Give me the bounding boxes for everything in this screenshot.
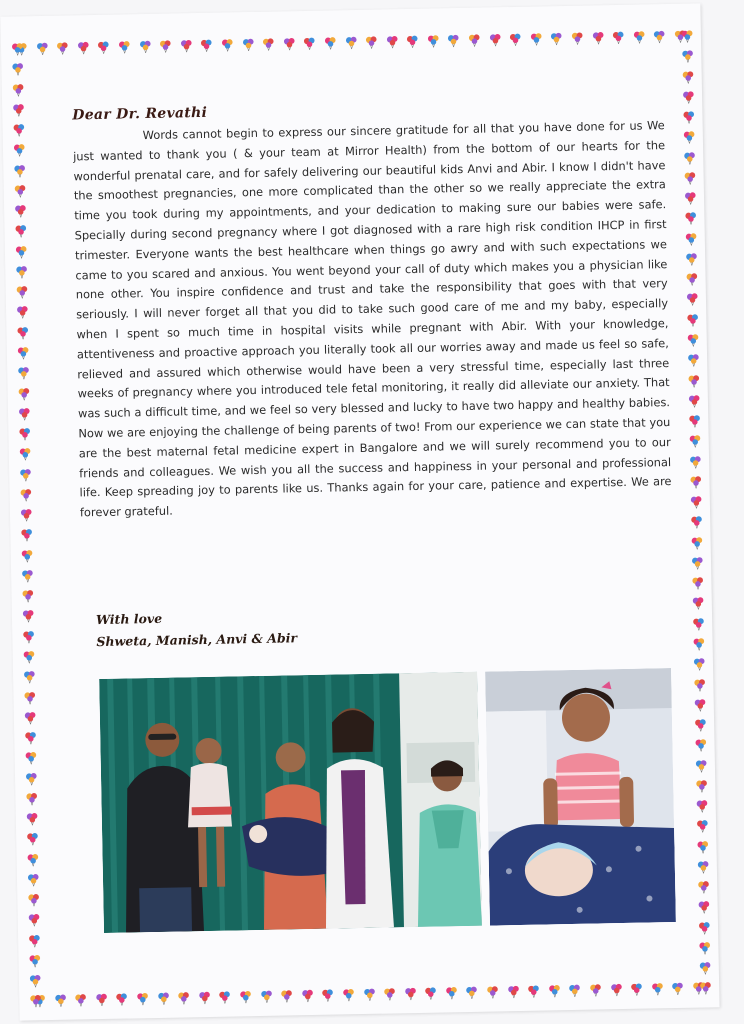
balloon-icon — [22, 610, 35, 623]
balloon-icon — [486, 985, 499, 998]
balloon-icon — [687, 354, 700, 367]
balloon-icon — [527, 985, 540, 998]
balloon-icon — [12, 103, 25, 116]
balloon-icon — [468, 34, 481, 47]
balloon-icon — [687, 374, 700, 387]
balloon-icon — [695, 759, 708, 772]
balloon-icon — [699, 962, 712, 975]
balloon-icon — [136, 992, 149, 1005]
balloon-icon — [74, 993, 87, 1006]
balloon-icon — [698, 921, 711, 934]
balloon-icon — [686, 293, 699, 306]
balloon-icon — [550, 32, 563, 45]
balloon-icon — [633, 30, 646, 43]
balloon-icon — [681, 50, 694, 63]
balloon-icon — [683, 131, 696, 144]
balloon-icon — [321, 989, 334, 1002]
balloon-icon — [77, 41, 90, 54]
balloon-icon — [699, 982, 712, 995]
balloon-icon — [200, 39, 213, 52]
balloon-border-right — [681, 29, 714, 995]
letter-body — [73, 116, 672, 523]
balloon-icon — [13, 164, 26, 177]
balloon-icon — [27, 873, 40, 886]
balloon-icon — [280, 989, 293, 1002]
balloon-icon — [427, 34, 440, 47]
balloon-icon — [116, 993, 129, 1006]
balloon-icon — [686, 313, 699, 326]
balloon-icon — [56, 41, 69, 54]
balloon-icon — [445, 986, 458, 999]
balloon-icon — [696, 799, 709, 812]
balloon-icon — [610, 983, 623, 996]
balloon-icon — [12, 83, 25, 96]
balloon-icon — [342, 988, 355, 1001]
balloon-icon — [20, 508, 33, 521]
balloon-icon — [688, 394, 701, 407]
balloon-icon — [612, 31, 625, 44]
balloon-icon — [689, 475, 702, 488]
balloon-icon — [22, 630, 35, 643]
balloon-icon — [671, 982, 684, 995]
balloon-icon — [239, 990, 252, 1003]
balloon-icon — [696, 840, 709, 853]
balloon-icon — [698, 901, 711, 914]
balloon-icon — [25, 752, 38, 765]
balloon-icon — [19, 448, 32, 461]
closing-line: With love — [95, 610, 163, 628]
balloon-icon — [157, 992, 170, 1005]
balloon-border-left — [11, 42, 44, 1008]
balloon-icon — [683, 151, 696, 164]
balloon-icon — [685, 273, 698, 286]
balloon-icon — [29, 995, 42, 1008]
balloon-icon — [301, 989, 314, 1002]
balloon-icon — [283, 37, 296, 50]
letter-paper — [0, 3, 719, 1020]
balloon-icon — [591, 31, 604, 44]
balloon-icon — [569, 984, 582, 997]
balloon-icon — [689, 455, 702, 468]
balloon-icon — [694, 718, 707, 731]
balloon-icon — [685, 252, 698, 265]
balloon-icon — [18, 387, 31, 400]
balloon-icon — [36, 42, 49, 55]
balloon-icon — [691, 577, 704, 590]
balloon-border-bottom — [33, 981, 705, 1008]
balloon-icon — [138, 40, 151, 53]
balloon-icon — [12, 123, 25, 136]
balloon-icon — [180, 39, 193, 52]
balloon-icon — [365, 36, 378, 49]
balloon-icon — [692, 597, 705, 610]
balloon-icon — [530, 32, 543, 45]
balloon-icon — [15, 265, 28, 278]
balloon-icon — [689, 435, 702, 448]
balloon-icon — [20, 529, 33, 542]
balloon-icon — [19, 468, 32, 481]
balloon-icon — [694, 698, 707, 711]
balloon-icon — [363, 988, 376, 1001]
balloon-icon — [17, 367, 30, 380]
balloon-icon — [698, 941, 711, 954]
balloon-icon — [693, 678, 706, 691]
balloon-icon — [303, 37, 316, 50]
letter-paragraph: Words cannot begin to express our sincere gratitude for all that you have done for us We just wanted to thank you ( & your team at Mirror Health) from the bottom of our hearts for the wonderful prenatal care, and for safely delivering our beautiful kids Anvi and Abir. I know I didn't have the smoothest pregnancies, one more complicated than the other so we really appreciate the extra time you took during my appointments, and your dedication to making sure our babies were safe. Specially during second pregnancy where I got diagnosed with a rare high risk condition IHCP in first trimester. Everyone wants the best healthcare when things go awry and with such expectations we came to you scared and anxious. You went beyond your call of duty which makes you a physician like none other. You inspire confidence and trust and take the responsibility that goes with that very seriously. I will never forget all that you did to take such good care of me and my baby, especially when I spent so much time in hospital visits while pregnant with Abir. With your knowledge, attentiveness and proactive approach you literally took all our worries away and made us feel so safe, relieved and assured which otherwise would have been a very stressful time, especially last three weeks of pregnancy where you introduced tele fetal monitoring, it really did alleviate our anxiety. That was such a difficult time, and we feel so very blessed and lucky to have two happy and healthy babies. Now we are enjoying the challenge of being parents of two! From our experience we can state that you are the best maternal fetal medicine expert in Bangalore and we will surely recommend you to our friends and colleagues. We wish you all the success and happiness in your personal and professional life. Keep spreading joy to parents like us. Thanks again for your care, patience and expertise. We are forever grateful. — [72, 118, 672, 520]
letter-signoff — [96, 605, 297, 653]
balloon-icon — [682, 111, 695, 124]
balloon-icon — [241, 38, 254, 51]
balloon-icon — [685, 232, 698, 245]
balloon-icon — [344, 36, 357, 49]
balloon-icon — [95, 993, 108, 1006]
balloon-icon — [684, 212, 697, 225]
balloon-icon — [26, 833, 39, 846]
balloon-icon — [24, 711, 37, 724]
balloon-icon — [23, 670, 36, 683]
balloon-border-top — [15, 30, 687, 57]
balloon-icon — [21, 569, 34, 582]
balloon-icon — [651, 982, 664, 995]
balloon-icon — [14, 225, 27, 238]
balloon-icon — [28, 934, 41, 947]
balloon-icon — [466, 986, 479, 999]
balloon-icon — [11, 42, 24, 55]
balloon-icon — [688, 414, 701, 427]
photo-strip — [99, 668, 676, 933]
balloon-icon — [14, 204, 27, 217]
balloon-icon — [16, 326, 29, 339]
balloon-icon — [692, 637, 705, 650]
balloon-icon — [509, 33, 522, 46]
balloon-icon — [21, 589, 34, 602]
balloon-icon — [548, 984, 561, 997]
balloon-icon — [424, 987, 437, 1000]
balloon-icon — [694, 739, 707, 752]
balloon-icon — [19, 488, 32, 501]
balloon-icon — [13, 144, 26, 157]
balloon-icon — [447, 34, 460, 47]
balloon-icon — [28, 954, 41, 967]
balloon-icon — [21, 549, 34, 562]
balloon-icon — [177, 991, 190, 1004]
balloon-icon — [684, 192, 697, 205]
balloon-icon — [386, 35, 399, 48]
balloon-icon — [696, 820, 709, 833]
balloon-icon — [16, 286, 29, 299]
balloon-icon — [383, 987, 396, 1000]
balloon-icon — [691, 556, 704, 569]
balloon-icon — [695, 779, 708, 792]
balloon-icon — [630, 983, 643, 996]
balloon-icon — [18, 407, 31, 420]
balloon-icon — [404, 987, 417, 1000]
balloon-icon — [97, 41, 110, 54]
balloon-icon — [681, 30, 694, 43]
balloon-icon — [16, 306, 29, 319]
balloon-icon — [687, 333, 700, 346]
balloon-icon — [11, 63, 24, 76]
balloon-icon — [14, 184, 27, 197]
balloon-icon — [488, 33, 501, 46]
balloon-icon — [653, 30, 666, 43]
balloon-icon — [682, 90, 695, 103]
balloon-icon — [26, 812, 39, 825]
balloon-icon — [24, 731, 37, 744]
letter-greeting: Dear Dr. Revathi — [72, 104, 208, 124]
balloon-icon — [15, 245, 28, 258]
balloon-icon — [28, 914, 41, 927]
balloon-icon — [25, 772, 38, 785]
balloon-icon — [324, 36, 337, 49]
balloon-icon — [507, 985, 520, 998]
balloon-icon — [25, 792, 38, 805]
balloon-icon — [589, 983, 602, 996]
balloon-icon — [26, 853, 39, 866]
balloon-icon — [18, 427, 31, 440]
balloon-icon — [690, 496, 703, 509]
family-photo — [99, 672, 482, 933]
balloon-icon — [692, 617, 705, 630]
balloon-icon — [159, 40, 172, 53]
balloon-icon — [198, 991, 211, 1004]
balloon-icon — [693, 658, 706, 671]
balloon-icon — [682, 70, 695, 83]
balloon-icon — [29, 974, 42, 987]
children-photo — [485, 668, 676, 926]
balloon-icon — [27, 893, 40, 906]
balloon-icon — [17, 346, 30, 359]
signature-names: Shweta, Manish, Anvi & Abir — [96, 630, 298, 650]
balloon-icon — [219, 991, 232, 1004]
balloon-icon — [684, 171, 697, 184]
balloon-icon — [406, 35, 419, 48]
balloon-icon — [691, 536, 704, 549]
balloon-icon — [260, 990, 273, 1003]
balloon-icon — [697, 881, 710, 894]
balloon-icon — [262, 38, 275, 51]
balloon-icon — [690, 516, 703, 529]
balloon-icon — [571, 32, 584, 45]
balloon-icon — [118, 40, 131, 53]
balloon-icon — [697, 860, 710, 873]
balloon-icon — [221, 38, 234, 51]
balloon-icon — [54, 994, 67, 1007]
balloon-icon — [23, 691, 36, 704]
balloon-icon — [23, 650, 36, 663]
